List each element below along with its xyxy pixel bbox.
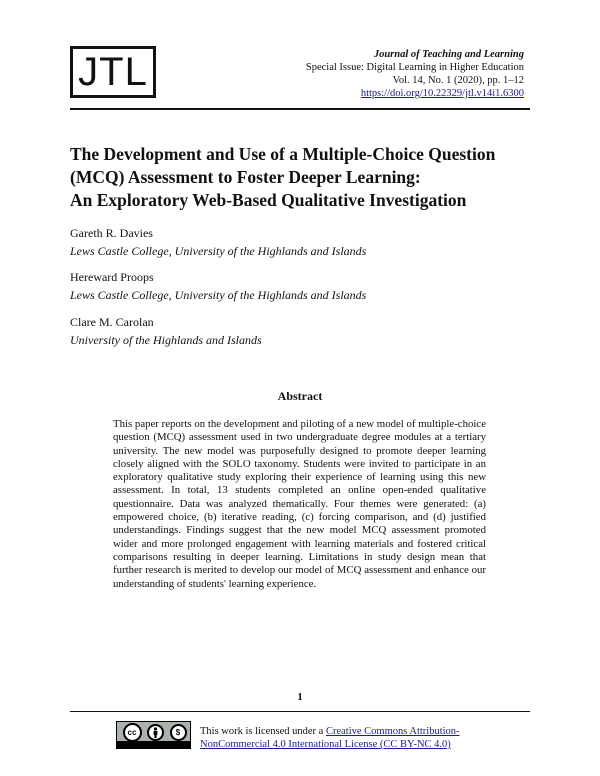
journal-name: Journal of Teaching and Learning <box>373 49 524 60</box>
doi-link[interactable]: https://doi.org/10.22329/jtl.v14i1.6300 <box>360 88 524 99</box>
paper-title <box>70 143 540 212</box>
author-block <box>70 270 366 303</box>
license-link[interactable]: Creative Commons Attribution- <box>325 726 460 737</box>
abstract-text: This paper reports on the development and piloting of a new model of multiple-choice question (MCQ) assessment used in two undergraduate degree modules at a tertiary university. The new model was purposefully designed to promote deeper learning closely aligned with the SOLO taxonomy. Students were invited to participate in an exploratory qualitative study exploring their experience of learning using this new assessment. In total, 13 students completed an online open-ended qualitative questionnaire. Data was analyzed thematically. Four themes were generated: (a) empowered choice, (b) iterative reading, (c) forcing comparison, and (d) justified understandings. Findings suggest that the new model MCQ assessment promoted wider and more prolonged engagement with learning materials and fostered critical comparisons resulting in deeper learning. Limitations in study design mean that further research is merited to develop our model of MCQ assessment and enhance our understanding of students' learning experience. <box>113 418 486 590</box>
creative-commons-icon: cc <box>123 723 142 742</box>
author-name: Clare M. Carolan <box>70 315 154 329</box>
title-line: The Development and Use of a Multiple-Choice Question <box>70 144 496 164</box>
author-name: Hereward Proops <box>70 270 154 284</box>
author-affiliation: University of the Highlands and Islands <box>70 333 262 347</box>
author-name: Gareth R. Davies <box>70 226 153 240</box>
journal-info <box>306 48 524 100</box>
abstract-heading: Abstract <box>277 389 323 403</box>
nc-label: NC <box>174 749 182 754</box>
by-label: BY <box>155 749 163 754</box>
badge-label-strip <box>117 741 190 754</box>
license-prefix: This work is licensed under a <box>200 726 326 737</box>
noncommercial-dollar-icon: $ <box>170 724 187 741</box>
title-line: An Exploratory Web-Based Qualitative Investigation <box>70 190 467 210</box>
volume-info: Vol. 14, No. 1 (2020), pp. 1–12 <box>392 75 524 86</box>
attribution-person-icon <box>147 724 164 741</box>
license-notice <box>200 725 500 751</box>
logo-text: JTL <box>78 50 148 94</box>
author-block <box>70 315 262 348</box>
special-issue: Special Issue: Digital Learning in Higher Education <box>305 62 524 73</box>
journal-logo <box>70 46 156 98</box>
header-divider <box>70 108 530 110</box>
author-affiliation: Lews Castle College, University of the Highlands and Islands <box>70 288 367 302</box>
footer-divider <box>70 711 530 712</box>
author-affiliation: Lews Castle College, University of the Highlands and Islands <box>70 244 367 258</box>
title-line: (MCQ) Assessment to Foster Deeper Learning: <box>70 167 421 187</box>
license-link[interactable]: NonCommercial 4.0 International License (CC BY-NC 4.0) <box>200 739 451 750</box>
cc-license-badge[interactable] <box>116 721 191 754</box>
author-block <box>70 226 366 259</box>
page-number: 1 <box>297 691 303 703</box>
